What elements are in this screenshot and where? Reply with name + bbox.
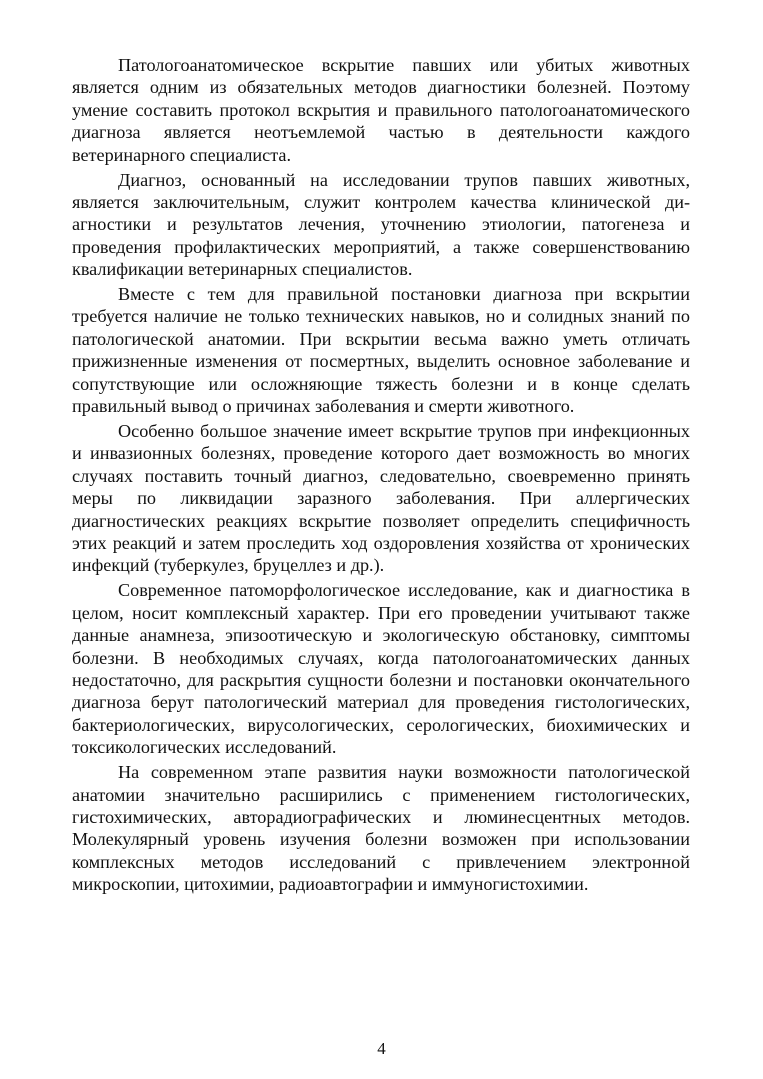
page-body [72,54,690,898]
page-number: 4 [377,1039,386,1058]
paragraph-diagnosis-role: Диагноз, основанный на исследовании трупов павших животных, является заключительным, служит контролем качества клинической диагностики и результатов лечения, уточнению этиологии, патогенеза и проведения профилактических мероприятий, а также совершенствованию квалификации ветеринарных специалистов. [72,169,690,280]
paragraph-infectious-diseases: Особенно большое значение имеет вскрытие трупов при инфекционных и инвазионных болезнях, проведение которого дает возможность во многих случаях поставить точный диагноз, следовательно, своевременно принять меры по ликвидации заразного заболевания. При аллергических диагностических реакциях вскрытие позволяет определить специфичность этих реакций и затем проследить ход оздоровления хозяйства от хронических инфекций (туберкулез, бруцеллез и др.). [72,421,690,576]
paragraph-autopsy-importance: Патологоанатомическое вскрытие павших или убитых животных является одним из обязательных методов диагностики болезней. Поэтому умение составить протокол вскрытия и правильного патологоанатомического диагноза является неотъемлемой частью в деятельности каждого ветеринарного специалиста. [72,55,690,165]
paragraph-modern-research: Современное патоморфологическое исследование, как и диагностика в целом, носит комплексный характер. При его проведении учитывают также данные анамнеза, эпизоотическую и экологическую обстановку, симптомы болезни. В необходимых случаях, когда патологоанатомических данных недостаточно, для раскрытия сущности болезни и постановки окончательного диагноза берут патологический материал для проведения гистологических, бактериологических, вирусологических, серологических, биохимических и токсикологических исследований. [72,580,690,758]
paragraph-required-skills: Вместе с тем для правильной постановки диагноза при вскрытии требуется наличие не только технических навыков, но и солидных знаний по патологической анатомии. При вскрытии весьма важно уметь отличать прижизненные изменения от посмертных, выделить основное заболевание и сопутствующие или осложняющие тяжесть болезни и в конце сделать правильный вывод о причинах заболевания и смерти животного. [72,284,690,417]
paragraph-new-methods: На современном этапе развития науки возможности патологической анатомии значительно расширились с применением гистологических, гистохимических, авторадиографических и люминесцентных методов. Молекулярный уровень изучения болезни возможен при использовании комплексных методов исследований с привлечением электронной микроскопии, цитохимии, радиоавтографии и иммуногистохимии. [72,762,690,895]
